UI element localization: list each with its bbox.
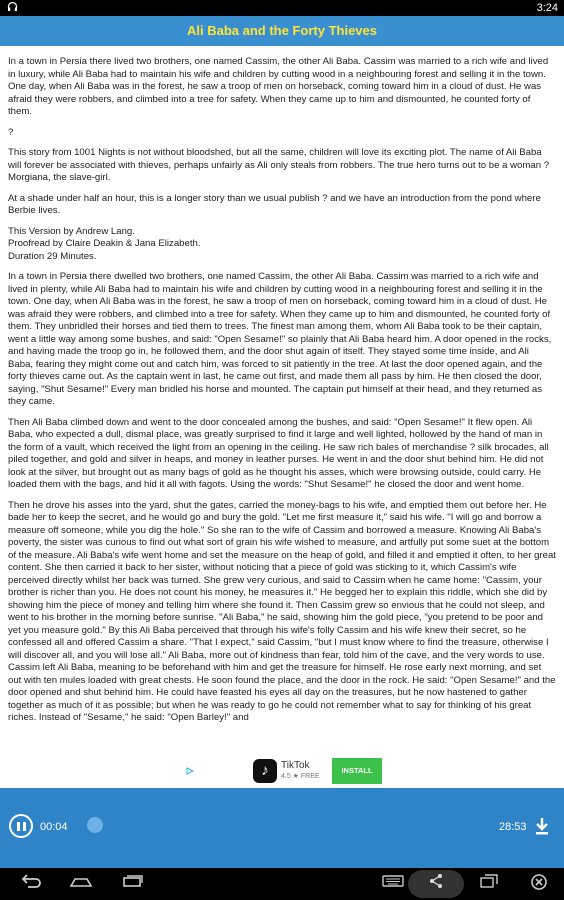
story-paragraph: In a town in Persia there dwelled two brothers, one named Cassim, the other Ali Baba. Cassim was married to a rich wife and lived in plenty, while Ali Baba had to maintain his wife and children by cutting wood in a neighbouring forest and selling it in the town. One day, when Ali Baba was in the forest, he saw a troop of men on horseback, coming toward him in a cloud of dust. He was afraid they were robbers, and climbed into a tree for safety. When they came up to him and dismounted, he counted forty of them. They unbridled their horses and tied them to trees. The finest man among them, whom Ali Baba took to be their captain, went a little way among some bushes, and said: "Open Sesame!" so plainly that Ali Baba heard him. A door opened in the rocks, and having made the troop go in, he followed them, and the door shut again of itself. They stayed some time inside, and Ali Baba, fearing they might come out and catch him, was forced to sit patiently in the tree. At last the door opened again, and the forty thieves came out. As the captain went in last, he came out first, and made them all pass by him. He then closed the door, saying, "Shut Sesame!" Every man bridled his horse and mounted. The captain put himself at their head, and they returned as they came. xyxy=(8,271,552,407)
status-bar xyxy=(0,0,564,16)
audio-player xyxy=(0,788,564,868)
story-paragraph: Then he drove his asses into the yard, shut the gates, carried the money-bags to his wife, and emptied them out before her. He bade her to keep the secret, and he would go and bury the gold. "Let me first measure it," said his wife. "I will go and borrow a measure off someone, while you dig the hole." So she ran to the wife of Cassim and borrowed a measure. Knowing Ali Baba's poverty, the sister was curious to find out what sort of grain his wife wished to measure, and artfully put some suet at the bottom of the measure. Ali Baba's wife went home and set the measure on the heap of gold, and filled it and emptied it often, to her great content. She then carried it back to her sister, without noticing that a piece of gold was sticking to it, which Cassim's wife perceived directly whilst her back was turned. She grew very curious, and said to Cassim when he came home: "Cassim, your brother is richer than you. He does not count his money, he measures it." He begged her to explain this riddle, which she did by showing him the piece of money and telling him where she found it. Then Cassim grew so envious that he could not sleep, and went to his brother in the morning before sunrise. "Ali Baba," he said, showing him the gold piece, "you pretend to be poor and yet you measure gold." By this Ali Baba perceived that through his wife's folly Cassim and his wife knew their secret, so he confessed all and offered Cassim a share. "That I expect," said Cassim, "but I must know where to find the treasure, otherwise I will discover all, and you will lose all." Ali Baba, more out of kindness than fear, told him of the cave, and the very words to use. Cassim left Ali Baba, meaning to be beforehand with him and get the treasure for himself. He rose early next morning, and set out with ten mules loaded with great chests. He soon found the place, and the door in the rock. He said: "Open Sesame!" and the door opened and shut behind him. He could have feasted his eyes all day on the treasures, but he now hastened to gather together as much of it as possible; but when he was ready to go he could not remember what to say for thinking of his great riches. Instead of "Sesame," he said: "Open Barley!" and xyxy=(8,499,556,723)
ad-app-name[interactable]: TikTok xyxy=(281,760,310,771)
story-text-area[interactable] xyxy=(0,46,564,756)
home-icon[interactable] xyxy=(66,873,96,895)
ad-banner[interactable] xyxy=(0,756,564,788)
headphones-icon xyxy=(7,1,18,15)
seek-handle[interactable] xyxy=(87,817,103,833)
screenshot-icon[interactable] xyxy=(474,873,504,895)
credit-version: This Version by Andrew Lang. xyxy=(8,225,135,237)
story-paragraph: Then Ali Baba climbed down and went to the door concealed among the bushes, and said: "Open Sesame!" It flew open. Ali Baba, who expected a dull, dismal place, was greatly surprised to find it large and well lighted, hollowed by the hand of man in the form of a vault, which received the light from an opening in the ceiling. He saw rich bales of merchandise ? silk brocades, all piled together, and gold and silver in heaps, and money in leather purses. He went in and the door shut behind him. He did not look at the silver, but brought out as many bags of gold as he thought his asses, which were browsing outside, could carry. He loaded them with the bags, and hid it all with fagots. Using the words: "Shut Sesame!" he closed the door and went home. xyxy=(8,416,549,490)
story-paragraph: This story from 1001 Nights is not without bloodshed, but all the same, children will love its exciting plot. The name of Ali Baba will forever be associated with thieves, perhaps unfairly as Ali only steals from robbers. The true hero turns out to be a woman ? Morgiana, the slave-girl. xyxy=(8,147,550,183)
adchoices-icon[interactable] xyxy=(186,767,194,775)
status-time: 3:24 xyxy=(536,2,558,14)
keyboard-icon[interactable] xyxy=(378,873,408,895)
elapsed-time: 00:04 xyxy=(40,821,68,833)
download-icon[interactable] xyxy=(534,816,550,836)
story-paragraph: In a town in Persia there lived two brothers, one named Cassim, the other Ali Baba. Cassim was married to a rich wife and lived in luxury, while Ali Baba had to maintain his wife and children by cutting wood in a neighbouring forest and selling it in the town. One day, when Ali Baba was in the forest, he saw a troop of men on horseback, coming toward him in a cloud of dust. He was afraid they were robbers, and climbed into a tree for safety. When they came up to him and dismounted, he counted forty of them. xyxy=(8,56,549,117)
credit-proofread: Proofread by Claire Deakin & Jana Elizabeth. xyxy=(8,238,201,249)
recents-icon[interactable] xyxy=(118,873,148,895)
story-paragraph: At a shade under half an hour, this is a longer story than we usual publish ? and we have an introduction from the pond where Berbie lives. xyxy=(8,192,541,216)
back-icon[interactable] xyxy=(16,873,46,895)
close-icon[interactable] xyxy=(524,873,554,895)
ad-rating: 4.5 ★ FREE xyxy=(281,773,320,780)
system-nav-bar xyxy=(0,868,564,900)
page-title: Ali Baba and the Forty Thieves xyxy=(0,16,564,46)
tiktok-logo-icon[interactable]: ♪ xyxy=(253,759,277,783)
share-icon[interactable] xyxy=(421,873,451,895)
pause-icon[interactable] xyxy=(9,814,33,838)
credit-duration: Duration 29 Minutes. xyxy=(8,250,97,262)
seek-track[interactable] xyxy=(82,825,492,827)
install-button[interactable]: INSTALL xyxy=(332,758,382,784)
story-paragraph: ? xyxy=(8,126,14,138)
total-time: 28:53 xyxy=(499,821,527,833)
